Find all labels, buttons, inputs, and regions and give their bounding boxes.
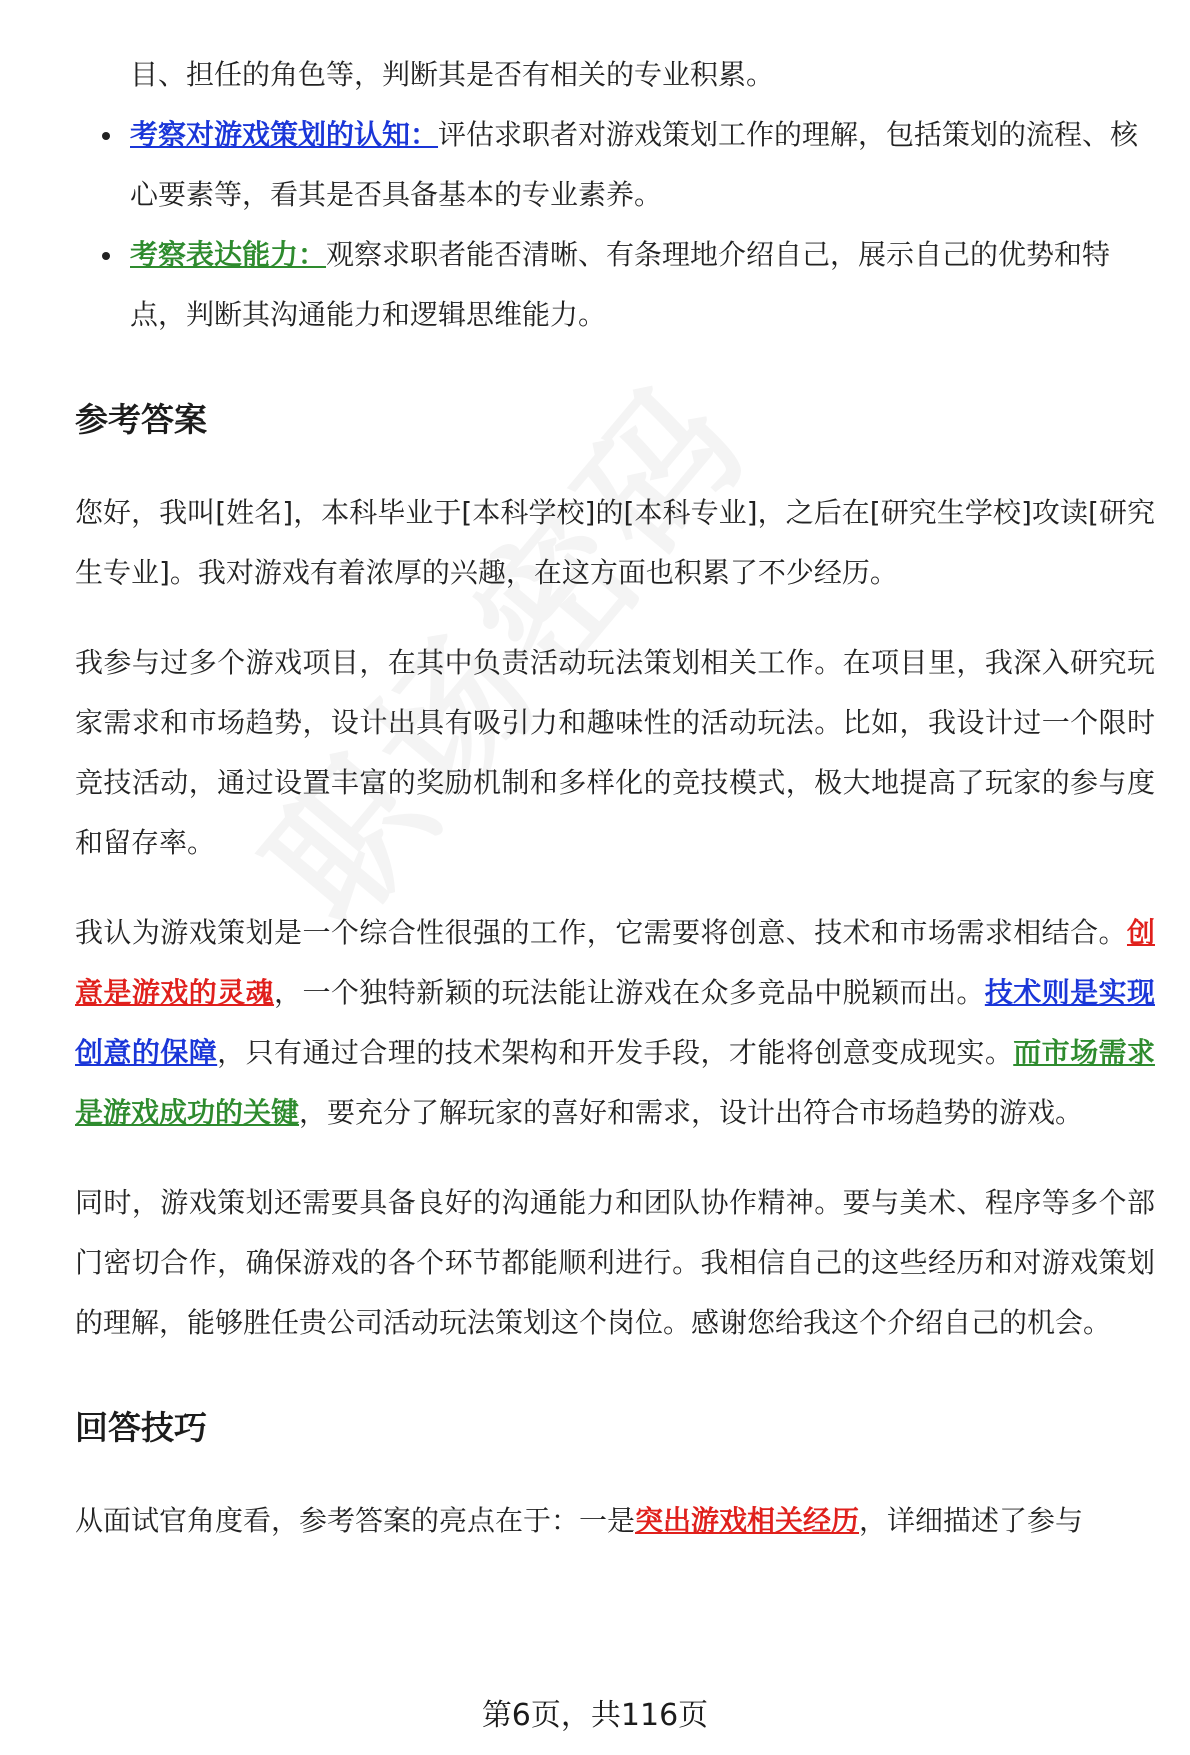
bullet-label: 考察表达能力： xyxy=(130,238,327,271)
highlight-red: 创意是游戏的灵魂 xyxy=(75,916,1155,1009)
list-item xyxy=(75,225,1155,345)
bullet-continuation: 目、担任的角色等，判断其是否有相关的专业积累。 xyxy=(130,58,775,91)
highlight-green: 而市场需求是游戏成功的关键 xyxy=(75,1036,1155,1129)
text-segment: ，详细描述了参与 xyxy=(859,1504,1084,1537)
bullet-text: 观察求职者能否清晰、有条理地介绍自己，展示自己的优势和特点，判断其沟通能力和逻辑思维能力。 xyxy=(130,238,1111,331)
text-segment: 我认为游戏策划是一个综合性很强的工作，它需要将创意、技术和市场需求相结合。 xyxy=(75,916,1127,949)
tips-paragraph-1 xyxy=(75,1491,1155,1551)
bullet-dot-icon xyxy=(102,252,110,260)
page-content xyxy=(75,45,1155,1551)
section-heading-tips: 回答技巧 xyxy=(75,1408,207,1447)
page-number: 第6页，共116页 xyxy=(481,1698,709,1733)
answer-paragraph-1: 您好，我叫[姓名]，本科毕业于[本科学校]的[本科专业]，之后在[研究生学校]攻读[研究生专业]。我对游戏有着浓厚的兴趣，在这方面也积累了不少经历。 xyxy=(75,496,1155,589)
highlight-blue: 技术则是实现创意的保障 xyxy=(75,976,1155,1069)
answer-paragraph-2: 我参与过多个游戏项目，在其中负责活动玩法策划相关工作。在项目里，我深入研究玩家需求和市场趋势，设计出具有吸引力和趣味性的活动玩法。比如，我设计过一个限时竞技活动，通过设置丰富的奖励机制和多样化的竞技模式，极大地提高了玩家的参与度和留存率。 xyxy=(75,646,1155,859)
bullet-text: 评估求职者对游戏策划工作的理解，包括策划的流程、核心要素等，看其是否具备基本的专业素养。 xyxy=(130,118,1139,211)
section-heading-answer: 参考答案 xyxy=(75,400,207,439)
text-segment: 从面试官角度看，参考答案的亮点在于：一是 xyxy=(75,1504,636,1537)
list-item xyxy=(75,105,1155,225)
text-segment: ，一个独特新颖的玩法能让游戏在众多竞品中脱颖而出。 xyxy=(274,976,985,1009)
answer-paragraph-4: 同时，游戏策划还需要具备良好的沟通能力和团队协作精神。要与美术、程序等多个部门密切合作，确保游戏的各个环节都能顺利进行。我相信自己的这些经历和对游戏策划的理解，能够胜任贵公司活动玩法策划这个岗位。感谢您给我这个介绍自己的机会。 xyxy=(75,1186,1155,1339)
answer-paragraph-3 xyxy=(75,903,1155,1143)
highlight-red: 突出游戏相关经历 xyxy=(635,1504,860,1537)
bullet-list xyxy=(75,105,1155,345)
bullet-dot-icon xyxy=(102,132,110,140)
bullet-label: 考察对游戏策划的认知： xyxy=(130,118,439,151)
text-segment: ，要充分了解玩家的喜好和需求，设计出符合市场趋势的游戏。 xyxy=(299,1096,1084,1129)
text-segment: ，只有通过合理的技术架构和开发手段，才能将创意变成现实。 xyxy=(217,1036,1014,1069)
